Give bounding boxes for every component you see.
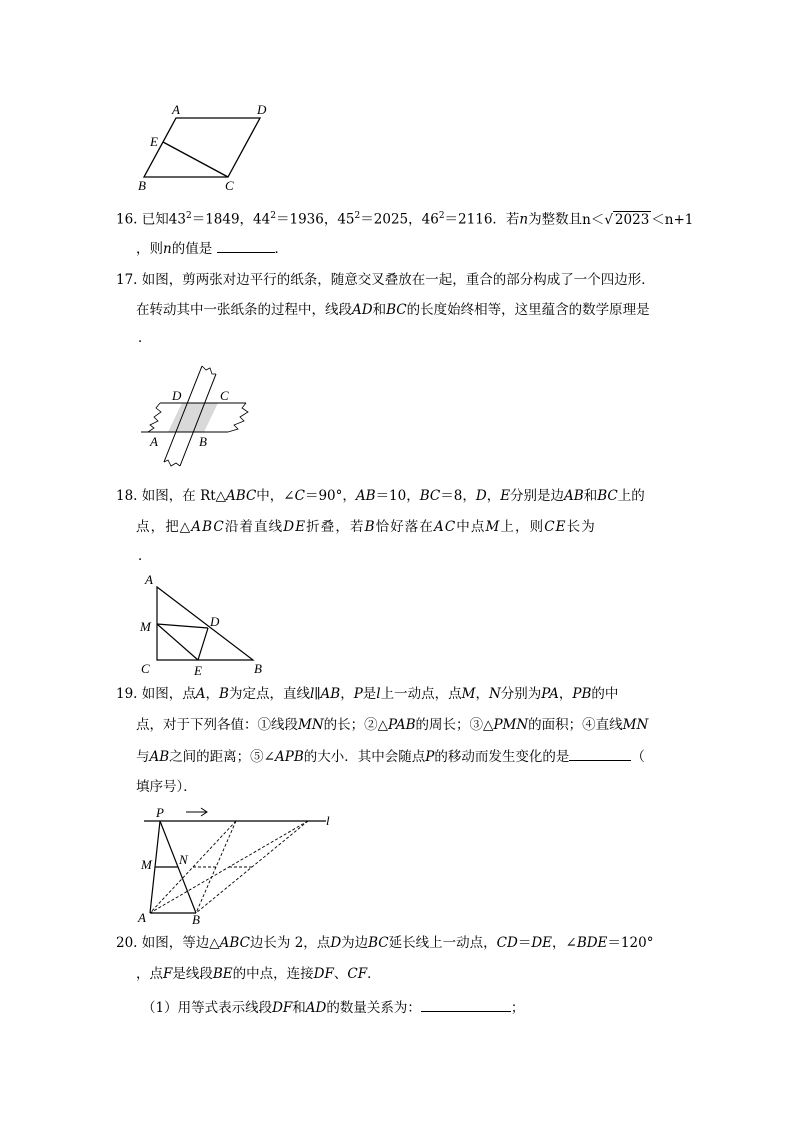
label-e: E [194, 663, 202, 678]
question-19-line-3: 与AB之间的距离；⑤∠APB的大小．其中会随点P的移动而发生变化的是 （ [136, 746, 645, 767]
question-18-line-3: ． [138, 548, 152, 564]
label-m: M [140, 619, 151, 634]
question-20-sub-1: （1）用等式表示线段DF和AD的数量关系为： ； [142, 997, 524, 1018]
question-number: 20. [116, 935, 138, 951]
label-m: M [141, 857, 152, 872]
strip-2-torn-top [202, 366, 216, 374]
question-16-line-1: 16. 已知$43^2=1849$，$44^2=1936$，$45^2=2025$，$46^2=2116$．若n为整数且n＜√ 2023 ＜n+1 [116, 211, 694, 228]
question-17-line-3: ． [138, 330, 152, 346]
label-a: A [138, 910, 146, 925]
figure-moving-point [136, 803, 351, 928]
question-number: 19. [116, 686, 138, 702]
label-a: A [150, 434, 158, 449]
label-b: B [138, 178, 146, 193]
figure-folded-triangle [136, 570, 276, 680]
question-number: 17. [116, 272, 138, 288]
strip-2-torn-bottom [164, 460, 180, 466]
label-e: E [150, 134, 158, 149]
strip-1-torn-right [228, 403, 248, 432]
triangle-abc [157, 587, 253, 660]
inequality: n＜√ 2023 ＜n+1 [582, 211, 694, 228]
label-c: C [220, 388, 229, 403]
strip-1-torn-left [148, 403, 161, 432]
label-b: B [199, 434, 207, 449]
radicand: 2023 [614, 211, 650, 228]
question-17-line-1: 17. 如图，剪两张对边平行的纸条，随意交叉叠放在一起，重合的部分构成了一个四边形． [116, 272, 655, 288]
question-19-line-1: 19. 如图，点A，B为定点，直线l∥AB，P是l上一动点，点M，N分别为PA，PB的中 [116, 686, 619, 702]
question-19-line-4: 填序号）． [136, 779, 197, 795]
sqrt-symbol: √ [604, 211, 613, 228]
label-a: A [145, 572, 153, 587]
label-a: A [172, 102, 180, 117]
label-n: N [179, 852, 188, 867]
segment-me [157, 624, 198, 660]
label-b: B [192, 912, 200, 927]
question-19-line-2: 点，对于下列各值：①线段MN的长；②△PAB的周长；③△PMN的面积；④直线MN [136, 717, 649, 733]
label-d: D [210, 614, 220, 629]
label-p: P [156, 805, 164, 820]
label-d: D [257, 102, 267, 117]
question-18-line-1: 18. 如图，在 Rt△ABC中，∠C＝90°，AB＝10，BC＝8，D，E分别是边AB和BC上的 [116, 488, 645, 504]
label-c: C [141, 661, 150, 676]
answer-blank[interactable] [569, 746, 631, 761]
segment-md [157, 624, 208, 628]
segment-ec [163, 142, 228, 177]
figure-paper-strips [136, 362, 256, 472]
segment-de [198, 628, 208, 660]
question-number: 18. [116, 488, 138, 504]
label-c: C [225, 178, 234, 193]
label-b: B [254, 661, 262, 676]
question-20-line-2: ，点F是线段BE的中点，连接DF、CF． [136, 966, 381, 982]
question-20-line-1: 20. 如图，等边△ABC边长为 2，点D为边BC延长线上一动点，CD＝DE，∠BDE＝120° [116, 935, 654, 951]
answer-blank[interactable] [217, 238, 275, 253]
question-17-line-2: 在转动其中一张纸条的过程中，线段AD和BC的长度始终相等，这里蕴含的数学原理是 [136, 302, 650, 318]
parallelogram-abcd [144, 118, 260, 177]
figure-parallelogram [136, 100, 276, 195]
answer-blank[interactable] [421, 997, 511, 1012]
overlap-quadrilateral [168, 403, 218, 432]
label-l: l [326, 813, 330, 828]
question-number: 16. [116, 211, 138, 228]
question-16-line-2: ，则n的值是 ． [136, 238, 288, 259]
label-d: D [172, 388, 182, 403]
question-18-line-2: 点，把△ABC沿着直线DE折叠，若B恰好落在AC中点M上，则CE长为 [136, 519, 596, 535]
